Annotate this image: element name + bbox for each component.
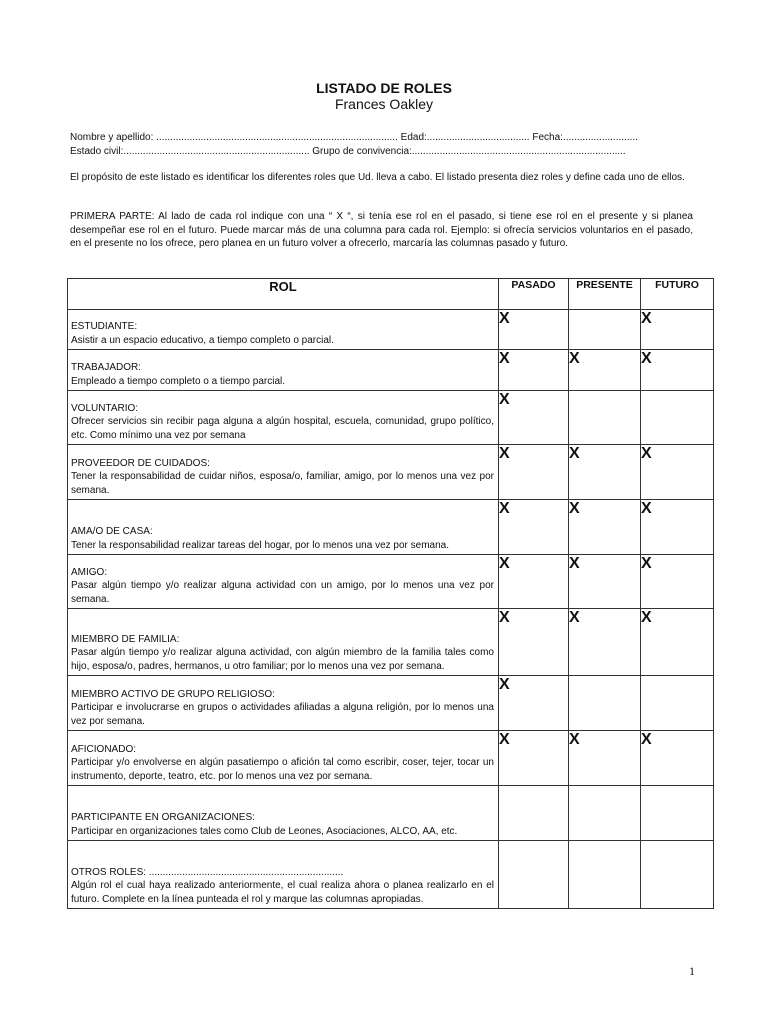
mark-futuro[interactable] <box>641 786 714 841</box>
table-row-ama-de-casa <box>68 500 714 555</box>
table-row-amigo <box>68 555 714 609</box>
role-description: Participar y/o envolverse en algún pasatiempo o afición tal como escribir, coser, tejer, tocar un instrumento, deporte, teatro, etc. por lo menos una vez por semana. <box>71 757 494 782</box>
mark-futuro[interactable]: X <box>641 555 714 609</box>
purpose-paragraph: El propósito de este listado es identificar los diferentes roles que Ud. lleva a cabo. El listado presenta diez roles y define cada uno de ellos. <box>70 172 685 183</box>
mark-futuro[interactable]: X <box>641 310 714 350</box>
mark-pasado[interactable]: X <box>499 731 569 786</box>
personal-info-fields <box>70 131 692 159</box>
table-row-miembro-de-familia <box>68 609 714 676</box>
mark-pasado[interactable]: X <box>499 676 569 731</box>
role-description: Tener la responsabilidad realizar tareas del hogar, por lo menos una vez por semana. <box>71 539 449 551</box>
role-description: Ofrecer servicios sin recibir paga alguna a algún hospital, escuela, comunidad, grupo político, etc. Como mínimo una vez por semana <box>71 416 494 441</box>
instructions-paragraph: PRIMERA PARTE: Al lado de cada rol indique con una “ X “, si tenía ese rol en el pasado, si tiene ese rol en el presente y si planea desempeñar ese rol en el futuro. Puede marcar más de una columna para cada rol. Ejemplo: si ofrecía servicios voluntarios en el pasado, en el presente no los ofrece, pero planea en un futuro volver a ofrecerlo, marcaría las columnas pasado y futuro. <box>70 211 693 249</box>
role-cell <box>68 350 499 391</box>
role-name: VOLUNTARIO: <box>71 402 139 414</box>
mark-pasado[interactable] <box>499 786 569 841</box>
role-name: PROVEEDOR DE CUIDADOS: <box>71 457 210 469</box>
table-row-miembro-grupo-religioso <box>68 676 714 731</box>
mark-presente[interactable]: X <box>569 445 641 500</box>
table-row-trabajador <box>68 350 714 391</box>
mark-pasado[interactable]: X <box>499 445 569 500</box>
mark-presente[interactable]: X <box>569 500 641 555</box>
role-name: MIEMBRO DE FAMILIA: <box>71 633 180 645</box>
role-cell <box>68 841 499 909</box>
document-author: Frances Oakley <box>334 96 434 112</box>
mark-futuro[interactable] <box>641 841 714 909</box>
role-description: Tener la responsabilidad de cuidar niños, esposa/o, familiar, amigo, por lo menos una vez por semana. <box>71 471 494 496</box>
role-cell <box>68 731 499 786</box>
role-name: ESTUDIANTE: <box>71 321 138 332</box>
mark-presente[interactable]: X <box>569 609 641 676</box>
role-name: AFICIONADO: <box>71 743 137 755</box>
table-row-aficionado <box>68 731 714 786</box>
role-cell <box>68 500 499 555</box>
mark-presente[interactable] <box>569 391 641 445</box>
role-cell <box>68 609 499 676</box>
name-age-date-line: Nombre y apellido: ....................................................................................... Edad:..................................... Fecha:........................... <box>70 132 638 143</box>
mark-pasado[interactable]: X <box>499 391 569 445</box>
role-description: Empleado a tiempo completo o a tiempo parcial. <box>71 375 286 387</box>
table-row-participante-organizaciones <box>68 786 714 841</box>
mark-presente[interactable] <box>569 841 641 909</box>
mark-presente[interactable]: X <box>569 350 641 391</box>
role-name: PARTICIPANTE EN ORGANIZACIONES: <box>71 812 255 823</box>
page-number: 1 <box>689 964 695 978</box>
mark-futuro[interactable]: X <box>641 445 714 500</box>
table-row-otros-roles <box>68 841 714 909</box>
role-cell <box>68 676 499 731</box>
role-cell <box>68 555 499 609</box>
mark-pasado[interactable]: X <box>499 609 569 676</box>
header-futuro: FUTURO <box>641 279 714 310</box>
mark-pasado[interactable] <box>499 841 569 909</box>
mark-pasado[interactable]: X <box>499 500 569 555</box>
header-presente: PRESENTE <box>569 279 641 310</box>
header-pasado: PASADO <box>499 279 569 310</box>
table-row-voluntario <box>68 391 714 445</box>
role-cell <box>68 786 499 841</box>
mark-futuro[interactable] <box>641 676 714 731</box>
mark-pasado[interactable]: X <box>499 555 569 609</box>
role-cell <box>68 310 499 350</box>
role-name: AMA/O DE CASA: <box>71 526 153 537</box>
role-description: Pasar algún tiempo y/o realizar alguna actividad con un amigo, por lo menos una vez por semana. <box>71 580 494 605</box>
mark-futuro[interactable]: X <box>641 609 714 676</box>
role-name: MIEMBRO ACTIVO DE GRUPO RELIGIOSO: <box>71 688 275 700</box>
table-row-proveedor-de-cuidados <box>68 445 714 500</box>
role-cell <box>68 445 499 500</box>
mark-futuro[interactable]: X <box>641 500 714 555</box>
mark-pasado[interactable]: X <box>499 350 569 391</box>
role-name: AMIGO: <box>71 566 108 578</box>
table-row-estudiante <box>68 310 714 350</box>
role-description: Asistir a un espacio educativo, a tiempo completo o parcial. <box>71 334 334 346</box>
civil-status-group-line: Estado civil:................................................................... Grupo de convivencia:............................................................................. <box>70 146 626 157</box>
mark-pasado[interactable]: X <box>499 310 569 350</box>
mark-futuro[interactable]: X <box>641 731 714 786</box>
document-title: LISTADO DE ROLES <box>316 80 452 96</box>
mark-presente[interactable] <box>569 786 641 841</box>
mark-presente[interactable]: X <box>569 555 641 609</box>
mark-futuro[interactable] <box>641 391 714 445</box>
role-description: Participar en organizaciones tales como Club de Leones, Asociaciones, ALCO, AA, etc. <box>71 825 458 837</box>
role-description: Algún rol el cual haya realizado anteriormente, el cual realiza ahora o planea realizarlo en el futuro. Complete en la línea punteada el rol y marque las columnas apropiadas. <box>71 880 494 905</box>
mark-futuro[interactable]: X <box>641 350 714 391</box>
role-description: Participar e involucrarse en grupos o actividades afiliadas a alguna religión, por lo menos una vez por semana. <box>71 702 494 727</box>
mark-presente[interactable]: X <box>569 731 641 786</box>
header-rol: ROL <box>68 279 499 310</box>
roles-table <box>67 278 714 909</box>
table-header-row <box>68 279 714 310</box>
mark-presente[interactable] <box>569 676 641 731</box>
mark-presente[interactable] <box>569 310 641 350</box>
role-name: OTROS ROLES: ...................................................................... <box>71 866 344 878</box>
role-description: Pasar algún tiempo y/o realizar alguna actividad, con algún miembro de la familia tales como hijo, esposa/o, padres, hermanos, u otro familiar; por lo menos una vez por semana. <box>71 647 494 672</box>
role-name: TRABAJADOR: <box>71 362 142 373</box>
role-cell <box>68 391 499 445</box>
